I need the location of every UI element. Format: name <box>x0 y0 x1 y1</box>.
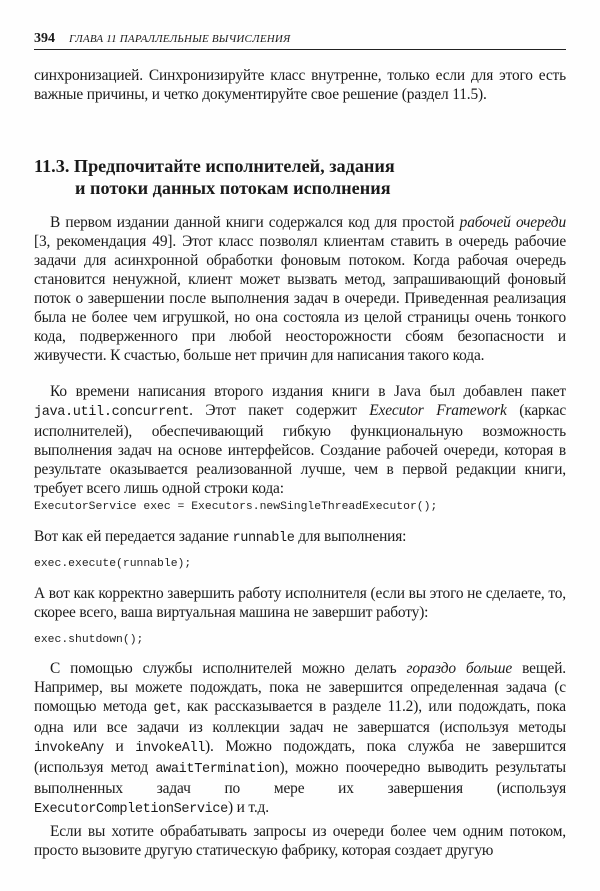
paragraph-5-text-a: С помощью службы исполнителей можно делать <box>50 660 407 677</box>
code-block-1: ExecutorService exec = Executors.newSingleThreadExecutor(); <box>34 501 438 513</box>
paragraph-5-text-e: ). Можно подождать, пока служба не завершится (используя метод <box>34 738 566 776</box>
chapter-title: ГЛАВА 11 ПАРАЛЛЕЛЬНЫЕ ВЫЧИСЛЕНИЯ <box>69 33 291 45</box>
paragraph-5-text-c: , как рассказывается в разделе 11.2), или подождать, пока одна или все задачи из коллекции задач не завершатся (используя методы <box>34 698 566 736</box>
paragraph-2-text-a: Ко времени написания второго издания книги в Java был добавлен пакет <box>50 383 566 400</box>
paragraph-1-text-a: В первом издании данной книги содержался код для простой <box>50 214 460 231</box>
paragraph-2 <box>34 382 566 498</box>
paragraph-1 <box>34 213 566 365</box>
section-heading <box>34 155 566 199</box>
paragraph-3-text-a: Вот как ей передается задание <box>34 528 233 545</box>
continuation-paragraph: синхронизацией. Синхронизируйте класс внутренне, только если для этого есть важные причины, и четко документируйте свое решение (раздел 11.5). <box>34 67 566 103</box>
paragraph-4: А вот как корректно завершить работу исполнителя (если вы этого не сделаете, то, скорее всего, ваша виртуальная машина не завершит работу): <box>34 585 566 621</box>
running-header <box>34 31 566 50</box>
paragraph-5-code-invokeany: invokeAny <box>34 741 104 756</box>
paragraph-6: Если вы хотите обрабатывать запросы из очереди более чем одним потоком, просто вызовите другую статическую фабрику, которая создает другую <box>34 823 566 859</box>
paragraph-2-italic: Executor Framework <box>369 402 507 419</box>
paragraph-3-code: runnable <box>232 531 295 546</box>
paragraph-5-code-awaittermination: awaitTermination <box>155 762 280 777</box>
paragraph-5-text-g: ) и т.д. <box>227 799 269 816</box>
paragraph-3-text-b: для выполнения: <box>294 528 407 545</box>
paragraph-5 <box>34 659 566 819</box>
paragraph-1-italic: рабочей очереди <box>459 214 566 231</box>
paragraph-5-code-completionservice: ExecutorCompletionService <box>34 802 228 817</box>
section-heading-line1: 11.3. Предпочитайте исполнителей, задания <box>34 156 395 176</box>
paragraph-5-text-f: ), можно поочередно выводить результаты выполненных задач по мере их завершения (используя <box>34 759 566 797</box>
paragraph-5-text-b: вещей. Например, вы можете подождать, пока не завершится определенная задача (с помощью метода <box>34 660 567 715</box>
section-heading-line2: и потоки данных потокам исполнения <box>75 178 391 198</box>
paragraph-3 <box>34 527 566 548</box>
code-block-3: exec.shutdown(); <box>34 634 144 646</box>
paragraph-1-text-b: [3, рекомендация 49]. Этот класс позволял клиентам ставить в очередь рабочие задачи для асинхронной обработки фоновым потоком. Когда рабочая очередь становится ненужной, клиент может вызвать метод, запрашивающий фоновый поток о завершении после выполнения задач в очереди. Приведенная реализация была не более чем игрушкой, но она состояла из целой страницы очень тонкого кода, подверженного при любой неосторожности сбоям безопасности и живучести. К счастью, больше нет причин для написания такого кода. <box>34 233 566 364</box>
paragraph-5-italic: гораздо больше <box>406 660 513 677</box>
paragraph-5-code-get: get <box>153 701 177 716</box>
paragraph-2-text-b: . Этот пакет содержит <box>189 402 370 419</box>
paragraph-5-code-invokeall: invokeAll <box>135 741 206 756</box>
paragraph-5-text-d: и <box>103 738 136 755</box>
paragraph-2-code: java.util.concurrent <box>34 405 190 420</box>
page-number: 394 <box>34 31 55 46</box>
code-block-2: exec.execute(runnable); <box>34 558 192 570</box>
paragraph-2-text-c: (каркас исполнителей), обеспечивающий гибкую функциональную возможность выполнения задач на основе интерфейсов. Создание рабочей очереди, которая в результате оказывается реализованной лучше, чем в первой редакции книги, требует всего лишь одной строки кода: <box>34 402 567 497</box>
